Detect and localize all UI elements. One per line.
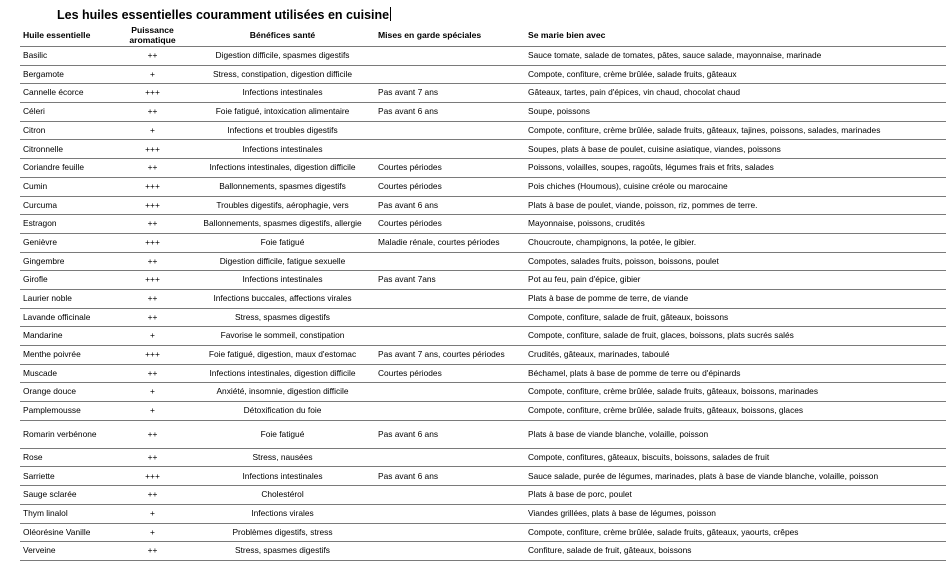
cell-warnings: Pas avant 7ans xyxy=(375,271,525,290)
cell-benefits: Stress, nausées xyxy=(190,448,375,467)
cell-benefits: Infections intestinales, digestion difficile xyxy=(190,159,375,178)
header-warnings: Mises en garde spéciales xyxy=(378,30,482,40)
cell-pairs: Choucroute, champignons, la potée, le gibier. xyxy=(525,233,946,252)
cell-pairs: Soupes, plats à base de poulet, cuisine asiatique, viandes, poissons xyxy=(525,140,946,159)
cell-warnings: Pas avant 6 ans xyxy=(375,467,525,486)
cell-power: + xyxy=(115,65,190,84)
cell-name: Curcuma xyxy=(20,196,115,215)
cell-warnings: Pas avant 7 ans xyxy=(375,84,525,103)
cell-name: Basilic xyxy=(20,47,115,66)
cell-warnings: Pas avant 6 ans xyxy=(375,196,525,215)
cell-power: ++ xyxy=(115,448,190,467)
cell-pairs: Béchamel, plats à base de pomme de terre ou d'épinards xyxy=(525,364,946,383)
header-pairs: Se marie bien avec xyxy=(528,30,606,40)
table-row xyxy=(20,504,946,523)
table-row xyxy=(20,196,946,215)
table-row xyxy=(20,140,946,159)
cell-name: Gingembre xyxy=(20,252,115,271)
cell-benefits: Infections intestinales xyxy=(190,84,375,103)
cell-power: ++ xyxy=(115,252,190,271)
cell-name: Muscade xyxy=(20,364,115,383)
cell-name: Mandarine xyxy=(20,327,115,346)
cell-name: Menthe poivrée xyxy=(20,346,115,365)
cell-warnings xyxy=(375,542,525,561)
cell-benefits: Foie fatigué xyxy=(190,233,375,252)
cell-name: Sarriette xyxy=(20,467,115,486)
cell-name: Genièvre xyxy=(20,233,115,252)
cell-pairs: Compote, confitures, gâteaux, biscuits, boissons, salades de fruit xyxy=(525,448,946,467)
cell-pairs: Compote, confiture, salade de fruit, glaces, boissons, plats sucrés salés xyxy=(525,327,946,346)
cell-power: +++ xyxy=(115,140,190,159)
cell-warnings xyxy=(375,65,525,84)
table-row xyxy=(20,289,946,308)
cell-pairs: Plats à base de poulet, viande, poisson, riz, pommes de terre. xyxy=(525,196,946,215)
table-row xyxy=(20,346,946,365)
cell-warnings xyxy=(375,383,525,402)
table-row xyxy=(20,523,946,542)
cell-pairs: Plats à base de pomme de terre, de viande xyxy=(525,289,946,308)
cell-warnings: Maladie rénale, courtes périodes xyxy=(375,233,525,252)
cell-power: ++ xyxy=(115,364,190,383)
cell-benefits: Digestion difficile, spasmes digestifs xyxy=(190,47,375,66)
cell-benefits: Cholestérol xyxy=(190,486,375,505)
cell-power: +++ xyxy=(115,177,190,196)
cell-name: Céleri xyxy=(20,103,115,122)
header-benefits: Bénéfices santé xyxy=(249,30,316,40)
cell-power: +++ xyxy=(115,233,190,252)
cell-pairs: Sauce tomate, salade de tomates, pâtes, sauce salade, mayonnaise, marinade xyxy=(525,47,946,66)
cell-name: Citronnelle xyxy=(20,140,115,159)
table-row xyxy=(20,233,946,252)
cell-name: Rose xyxy=(20,448,115,467)
cell-benefits: Infections intestinales xyxy=(190,467,375,486)
cell-power: ++ xyxy=(115,289,190,308)
cell-benefits: Stress, spasmes digestifs xyxy=(190,542,375,561)
table-header-row xyxy=(20,24,946,47)
cell-power: ++ xyxy=(115,420,190,448)
table-row xyxy=(20,327,946,346)
cell-pairs: Compote, confiture, salade de fruit, gâteaux, boissons xyxy=(525,308,946,327)
table-row xyxy=(20,402,946,421)
cell-pairs: Compote, confiture, crème brûlée, salade fruits, gâteaux xyxy=(525,65,946,84)
cell-name: Cannelle écorce xyxy=(20,84,115,103)
cell-pairs: Mayonnaise, poissons, crudités xyxy=(525,215,946,234)
cell-name: Citron xyxy=(20,121,115,140)
cell-pairs: Plats à base de porc, poulet xyxy=(525,486,946,505)
cell-benefits: Favorise le sommeil, constipation xyxy=(190,327,375,346)
cell-warnings xyxy=(375,486,525,505)
cell-power: ++ xyxy=(115,47,190,66)
cell-power: ++ xyxy=(115,215,190,234)
cell-benefits: Stress, spasmes digestifs xyxy=(190,308,375,327)
cell-power: + xyxy=(115,121,190,140)
table-row xyxy=(20,364,946,383)
cell-pairs: Soupe, poissons xyxy=(525,103,946,122)
table-row xyxy=(20,420,946,448)
cell-power: +++ xyxy=(115,346,190,365)
cell-warnings xyxy=(375,47,525,66)
cell-warnings xyxy=(375,308,525,327)
cell-warnings xyxy=(375,402,525,421)
cell-warnings: Pas avant 6 ans xyxy=(375,103,525,122)
cell-benefits: Ballonnements, spasmes digestifs, allergie xyxy=(190,215,375,234)
table-row xyxy=(20,467,946,486)
cell-pairs: Crudités, gâteaux, marinades, taboulé xyxy=(525,346,946,365)
cell-name: Lavande officinale xyxy=(20,308,115,327)
cell-warnings xyxy=(375,252,525,271)
cell-name: Thym linalol xyxy=(20,504,115,523)
cell-pairs: Confiture, salade de fruit, gâteaux, boissons xyxy=(525,542,946,561)
table-row xyxy=(20,215,946,234)
cell-name: Girofle xyxy=(20,271,115,290)
cell-name: Pamplemousse xyxy=(20,402,115,421)
cell-pairs: Viandes grillées, plats à base de légumes, poisson xyxy=(525,504,946,523)
cell-warnings: Courtes périodes xyxy=(375,364,525,383)
cell-power: ++ xyxy=(115,542,190,561)
essential-oils-table xyxy=(20,24,946,561)
cell-name: Orange douce xyxy=(20,383,115,402)
table-row xyxy=(20,103,946,122)
cell-power: + xyxy=(115,504,190,523)
cell-warnings: Pas avant 6 ans xyxy=(375,420,525,448)
cell-benefits: Foie fatigué, digestion, maux d'estomac xyxy=(190,346,375,365)
cell-pairs: Gâteaux, tartes, pain d'épices, vin chaud, chocolat chaud xyxy=(525,84,946,103)
cell-name: Cumin xyxy=(20,177,115,196)
cell-name: Estragon xyxy=(20,215,115,234)
cell-name: Laurier noble xyxy=(20,289,115,308)
table-body xyxy=(20,47,946,561)
cell-benefits: Problèmes digestifs, stress xyxy=(190,523,375,542)
cell-benefits: Détoxification du foie xyxy=(190,402,375,421)
table-row xyxy=(20,271,946,290)
cell-power: + xyxy=(115,523,190,542)
cell-power: +++ xyxy=(115,84,190,103)
table-row xyxy=(20,252,946,271)
cell-warnings xyxy=(375,448,525,467)
cell-warnings: Pas avant 7 ans, courtes périodes xyxy=(375,346,525,365)
header-power: Puissance aromatique xyxy=(129,25,176,45)
cell-name: Coriandre feuille xyxy=(20,159,115,178)
table-row xyxy=(20,47,946,66)
cell-warnings xyxy=(375,523,525,542)
cell-benefits: Infections intestinales, digestion difficile xyxy=(190,364,375,383)
table-row xyxy=(20,65,946,84)
cell-power: +++ xyxy=(115,467,190,486)
cell-pairs: Sauce salade, purée de légumes, marinades, plats à base de viande blanche, volaille, poisson xyxy=(525,467,946,486)
cell-power: ++ xyxy=(115,486,190,505)
cell-benefits: Infections virales xyxy=(190,504,375,523)
cell-warnings xyxy=(375,504,525,523)
text-cursor xyxy=(390,7,391,21)
cell-benefits: Foie fatigué xyxy=(190,420,375,448)
cell-power: ++ xyxy=(115,103,190,122)
cell-power: + xyxy=(115,327,190,346)
table-row xyxy=(20,448,946,467)
cell-power: +++ xyxy=(115,196,190,215)
cell-pairs: Compote, confiture, crème brûlée, salade fruits, gâteaux, yaourts, crêpes xyxy=(525,523,946,542)
cell-pairs: Compote, confiture, crème brûlée, salade fruits, gâteaux, boissons, marinades xyxy=(525,383,946,402)
cell-warnings: Courtes périodes xyxy=(375,177,525,196)
table-row xyxy=(20,383,946,402)
cell-name: Verveine xyxy=(20,542,115,561)
cell-benefits: Troubles digestifs, aérophagie, vers xyxy=(190,196,375,215)
cell-benefits: Ballonnements, spasmes digestifs xyxy=(190,177,375,196)
cell-name: Bergamote xyxy=(20,65,115,84)
cell-benefits: Foie fatigué, intoxication alimentaire xyxy=(190,103,375,122)
header-name: Huile essentielle xyxy=(23,30,91,40)
table-row xyxy=(20,177,946,196)
cell-pairs: Pot au feu, pain d'épice, gibier xyxy=(525,271,946,290)
cell-warnings xyxy=(375,289,525,308)
cell-benefits: Stress, constipation, digestion difficile xyxy=(190,65,375,84)
cell-benefits: Digestion difficile, fatigue sexuelle xyxy=(190,252,375,271)
document-title xyxy=(57,7,391,22)
cell-name: Sauge sclarée xyxy=(20,486,115,505)
cell-pairs: Compote, confiture, crème brûlée, salade fruits, gâteaux, tajines, poissons, salades, marinades xyxy=(525,121,946,140)
cell-warnings xyxy=(375,327,525,346)
cell-benefits: Infections et troubles digestifs xyxy=(190,121,375,140)
cell-warnings: Courtes périodes xyxy=(375,159,525,178)
cell-benefits: Infections intestinales xyxy=(190,140,375,159)
table-row xyxy=(20,542,946,561)
cell-power: + xyxy=(115,383,190,402)
table-row xyxy=(20,308,946,327)
cell-pairs: Plats à base de viande blanche, volaille, poisson xyxy=(525,420,946,448)
cell-power: ++ xyxy=(115,308,190,327)
cell-warnings: Courtes périodes xyxy=(375,215,525,234)
cell-power: +++ xyxy=(115,271,190,290)
cell-warnings xyxy=(375,121,525,140)
table-row xyxy=(20,159,946,178)
cell-pairs: Compotes, salades fruits, poisson, boissons, poulet xyxy=(525,252,946,271)
cell-benefits: Infections buccales, affections virales xyxy=(190,289,375,308)
cell-pairs: Pois chiches (Houmous), cuisine créole ou marocaine xyxy=(525,177,946,196)
title-text: Les huiles essentielles couramment utilisées en cuisine xyxy=(57,8,390,22)
cell-pairs: Poissons, volailles, soupes, ragoûts, légumes frais et frits, salades xyxy=(525,159,946,178)
cell-name: Romarin verbénone xyxy=(20,420,115,448)
cell-power: ++ xyxy=(115,159,190,178)
cell-name: Oléorésine Vanille xyxy=(20,523,115,542)
table-row xyxy=(20,84,946,103)
cell-warnings xyxy=(375,140,525,159)
table-row xyxy=(20,121,946,140)
table-row xyxy=(20,486,946,505)
cell-benefits: Infections intestinales xyxy=(190,271,375,290)
cell-benefits: Anxiété, insomnie, digestion difficile xyxy=(190,383,375,402)
cell-pairs: Compote, confiture, crème brûlée, salade fruits, gâteaux, boissons, glaces xyxy=(525,402,946,421)
cell-power: + xyxy=(115,402,190,421)
